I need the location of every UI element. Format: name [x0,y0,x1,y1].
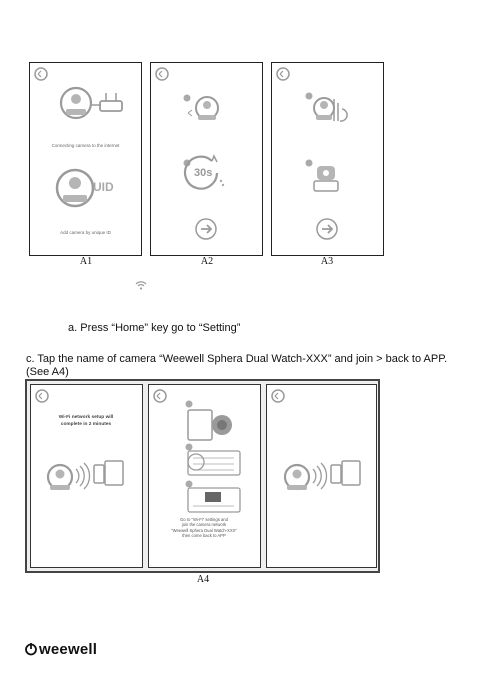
signal-waves-icon [313,463,327,489]
instruction-step-c-line1: c. Tap the name of camera “Weewell Sphera Dual Watch-XXX” and join > back to APP. [26,353,448,365]
a4-panel-2-text-line2: join the camera network [181,522,227,528]
figure-a4-panel-1 [30,384,143,568]
uid-badge: UID [93,180,114,194]
hand-icon [334,99,347,121]
step-2-dot [306,160,313,167]
figure-a4-panel-3-illustration [267,385,375,566]
caption-a3: A3 [320,256,334,267]
a1-connect-label: Connecting camera to the internet [51,143,120,148]
tablet-icon [342,461,360,485]
step-3-dot [186,481,193,488]
figure-a1-illustration [30,63,141,255]
router-icon [100,101,122,111]
figure-a3-illustration [272,63,383,255]
back-icon [36,390,48,402]
instruction-step-c-line2: (See A4) [26,366,69,378]
phone-icon [331,465,341,483]
back-icon [35,68,47,80]
caption-a1: A1 [79,256,93,267]
brand-name: weewell [39,640,98,658]
power-icon [24,642,38,656]
step-1-dot [184,95,191,102]
tablet-icon [105,461,123,485]
figure-a4-panel-2-illustration [149,385,259,566]
weewell-logo [24,639,97,659]
a4-panel-2-bottom-text [149,517,259,539]
instruction-step-a: a. Press “Home” key go to “Setting” [68,322,241,334]
a4-panel-2-text-line4: then come back to APP [182,533,226,539]
a4-panel-1-text-line1: Wi-Fi network setup will [58,415,114,420]
signal-waves-icon [76,463,90,489]
caption-a2: A2 [200,256,214,267]
back-icon [154,390,166,402]
back-icon [156,68,168,80]
figure-a3-panel [271,62,384,256]
figure-a1-panel [29,62,142,256]
figure-a2-illustration [151,63,262,255]
a4-panel-1-text-line2: complete in 2 minutes [60,422,112,427]
a4-panel-2-text-line3: "Weewell Sphera Dual Watch-XXX" [171,527,237,533]
step-1-dot [306,93,313,100]
phone-icon [94,465,104,483]
timer-text: 30s [194,167,213,179]
a1-add-label: Add camera by unique ID [60,230,111,235]
step-1-dot [186,401,193,408]
wifi-icon [134,279,148,291]
phone-icon [188,410,212,440]
back-icon [272,390,284,402]
a4-panel-2-text-line1: Go to "Wi-Fi" settings and [180,517,228,522]
figure-a2-panel [150,62,263,256]
back-icon [277,68,289,80]
figure-a4-panel-1-illustration [31,385,141,566]
step-2-dot [186,444,193,451]
figure-a4-panel-2 [148,384,261,568]
caption-a4: A4 [196,574,210,585]
figure-a4-panel-3 [266,384,377,568]
